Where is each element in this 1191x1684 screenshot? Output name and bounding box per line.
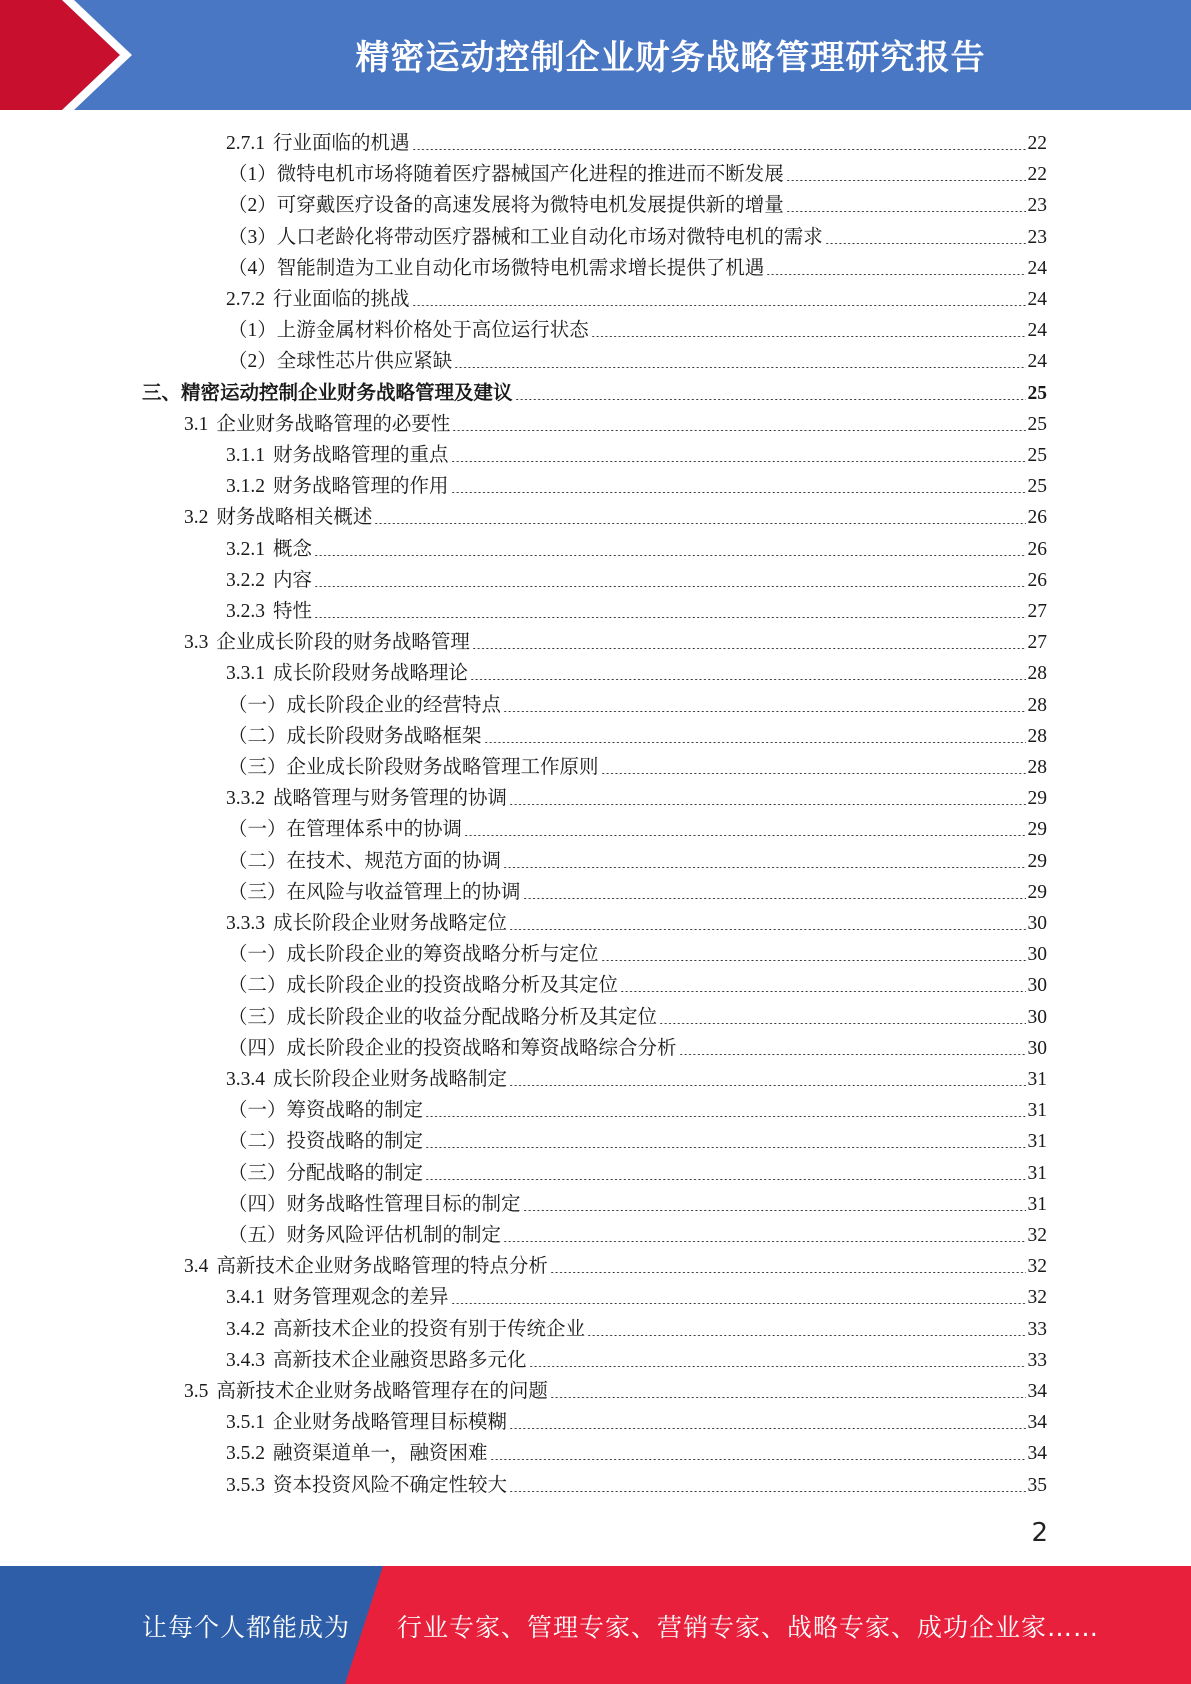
toc-entry-page: 28 [1027,725,1047,747]
toc-dot-leader [509,804,1025,805]
toc-entry-number: 3.3.2 [226,788,265,810]
toc-entry-title: （2）可穿戴医疗设备的高速发展将为微特电机发展提供新的增量 [228,195,784,217]
toc-entry-title: 资本投资风险不确定性较大 [273,1474,508,1496]
toc-dot-leader [591,336,1026,337]
toc-entry[interactable] [184,627,1047,658]
toc-entry-title: （1）上游金属材料价格处于高位运行状态 [228,320,589,342]
toc-dot-leader [484,742,1026,743]
toc-entry-page: 28 [1027,757,1047,778]
toc-entry-title: （三）企业成长阶段财务战略管理工作原则 [228,757,599,778]
toc-entry-title: 企业财务战略管理目标模糊 [273,1412,508,1434]
toc-entry-title: （四）成长阶段企业的投资战略和筹资战略综合分析 [228,1037,677,1059]
toc-entry-title: （3）人口老龄化将带动医疗器械和工业自动化市场对微特电机的需求 [228,226,823,248]
toc-entry-page: 28 [1027,663,1047,685]
toc-dot-leader [523,898,1026,899]
toc-entry-title: 高新技术企业融资思路多元化 [273,1349,527,1371]
toc-entry[interactable] [228,222,1047,253]
toc-entry-page: 30 [1027,913,1047,934]
toc-entry[interactable] [226,908,1047,939]
toc-entry-number: 3.4.3 [226,1349,265,1371]
toc-entry-number: 3.2 [184,507,209,529]
toc-entry-title: 高新技术企业财务战略管理存在的问题 [216,1381,548,1402]
toc-entry-title: （1）微特电机市场将随着医疗器械国产化进程的推进而不断发展 [228,164,784,186]
toc-entry[interactable] [226,596,1047,627]
toc-entry[interactable] [226,565,1047,596]
report-title: 精密运动控制企业财务战略管理研究报告 [355,38,986,78]
toc-entry[interactable] [226,1345,1047,1376]
toc-entry[interactable] [228,346,1047,377]
toc-entry[interactable] [228,1158,1047,1189]
toc-entry-page: 29 [1027,881,1047,903]
toc-entry[interactable] [226,1438,1047,1469]
toc-dot-leader [786,211,1026,212]
toc-entry-title: （三）成长阶段企业的收益分配战略分析及其定位 [228,1006,658,1028]
toc-entry[interactable] [228,159,1047,190]
toc-dot-leader [503,867,1025,868]
toc-entry-page: 33 [1027,1349,1047,1371]
toc-entry-page: 24 [1027,257,1047,279]
toc-entry[interactable] [228,190,1047,221]
toc-entry-page: 31 [1027,1162,1047,1184]
toc-entry-title: （一）成长阶段企业的经营特点 [228,694,502,716]
toc-dot-leader [425,1147,1025,1148]
toc-entry-title: 行业面临的挑战 [273,289,410,310]
toc-entry-page: 24 [1027,289,1047,310]
toc-dot-leader [314,617,1025,618]
toc-dot-leader [766,274,1025,275]
chevron-arrow-icon [0,0,160,110]
header-bar [0,0,1191,110]
toc-entry-title: 内容 [273,569,313,591]
toc-dot-leader [412,305,1026,306]
toc-dot-leader [503,1241,1025,1242]
toc-entry-number: 3.5.3 [226,1474,265,1496]
toc-dot-leader [659,1023,1025,1024]
toc-entry-page: 31 [1027,1131,1047,1153]
toc-entry-page: 34 [1027,1381,1047,1402]
toc-entry-page: 25 [1027,476,1047,498]
footer-bar [0,1566,1191,1684]
toc-entry-title: （三）分配战略的制定 [228,1162,424,1184]
toc-dot-leader [679,1054,1026,1055]
toc-entry-title: （一）在管理体系中的协调 [228,819,463,841]
toc-entry-page: 30 [1027,1037,1047,1059]
toc-entry-page: 30 [1027,944,1047,966]
toc-dot-leader [454,367,1025,368]
toc-entry[interactable] [228,1126,1047,1157]
toc-entry-title: 高新技术企业的投资有别于传统企业 [273,1318,586,1340]
toc-entry-title: 三、精密运动控制企业财务战略管理及建议 [142,382,513,404]
toc-entry[interactable] [228,253,1047,284]
toc-dot-leader [550,1272,1026,1273]
toc-dot-leader [523,1210,1026,1211]
toc-entry-page: 23 [1027,226,1047,248]
toc-dot-leader [425,1116,1025,1117]
footer-slogan-right: 行业专家、管理专家、营销专家、战略专家、成功企业家…… [397,1613,1100,1642]
footer-slogan-left: 让每个人都能成为 [142,1613,351,1642]
toc-entry[interactable] [228,1189,1047,1220]
toc-entry-title: （2）全球性芯片供应紧缺 [228,351,453,373]
toc-entry[interactable] [226,658,1047,689]
toc-entry-number: 3.3.1 [226,663,265,685]
toc-entry-title: 概念 [273,538,313,560]
toc-entry[interactable] [184,502,1047,533]
toc-entry-page: 29 [1027,788,1047,810]
toc-entry-title: 企业财务战略管理的必要性 [216,413,451,435]
toc-entry[interactable] [228,690,1047,721]
toc-entry[interactable] [228,814,1047,845]
toc-entry[interactable] [228,721,1047,752]
toc-entry-number: 3.4.2 [226,1318,265,1340]
toc-entry-title: （一）成长阶段企业的筹资战略分析与定位 [228,944,599,966]
toc-dot-leader [509,1428,1025,1429]
toc-entry-page: 29 [1027,850,1047,872]
toc-dot-leader [620,991,1025,992]
toc-entry-title: 企业成长阶段的财务战略管理 [216,632,470,654]
toc-dot-leader [550,1397,1026,1398]
toc-entry-number: 3.3 [184,632,209,654]
toc-entry-title: 财务战略相关概述 [216,507,373,529]
toc-entry[interactable] [226,1064,1047,1095]
toc-entry-title: 高新技术企业财务战略管理的特点分析 [216,1256,548,1278]
toc-entry-title: 财务管理观念的差异 [273,1287,449,1309]
toc-entry-title: （二）在技术、规范方面的协调 [228,850,502,872]
toc-entry-title: 财务战略管理的重点 [273,445,449,466]
toc-dot-leader [509,1491,1025,1492]
toc-dot-leader [601,773,1026,774]
toc-entry-number: 3.1.2 [226,476,265,498]
toc-entry-title: （二）成长阶段财务战略框架 [228,725,482,747]
toc-entry[interactable] [226,284,1047,315]
toc-entry-page: 31 [1027,1100,1047,1122]
toc-entry-page: 22 [1027,133,1047,154]
toc-entry[interactable] [226,534,1047,565]
toc-entry-number: 3.2.2 [226,569,265,591]
toc-entry[interactable] [226,440,1047,471]
toc-entry-number: 3.5.2 [226,1443,265,1465]
toc-dot-leader [587,1335,1025,1336]
toc-dot-leader [314,586,1025,587]
toc-entry[interactable] [184,409,1047,440]
toc-dot-leader [470,679,1025,680]
toc-entry[interactable] [226,783,1047,814]
toc-entry-number: 3.3.4 [226,1069,265,1090]
toc-entry-title: （三）在风险与收益管理上的协调 [228,881,521,903]
toc-entry-page: 27 [1027,601,1047,622]
toc-dot-leader [529,1366,1026,1367]
toc-entry-page: 22 [1027,164,1047,186]
toc-entry[interactable] [226,471,1047,502]
toc-entry-page: 26 [1027,507,1047,529]
toc-entry-number: 3.1 [184,413,209,435]
toc-dot-leader [452,430,1025,431]
toc-entry-page: 32 [1027,1256,1047,1278]
toc-entry[interactable] [228,315,1047,346]
toc-entry-title: 成长阶段企业财务战略定位 [273,913,508,934]
toc-entry[interactable] [226,128,1047,159]
toc-dot-leader [786,180,1026,181]
toc-entry-number: 3.3.3 [226,913,265,934]
toc-entry-title: 融资渠道单一，融资困难 [273,1443,488,1465]
toc-dot-leader [472,648,1026,649]
toc-entry-title: （二）成长阶段企业的投资战略分析及其定位 [228,975,619,997]
toc-entry-number: 3.1.1 [226,445,265,466]
toc-entry-page: 26 [1027,538,1047,560]
toc-dot-leader [425,1179,1025,1180]
toc-entry-title: （四）财务战略性管理目标的制定 [228,1193,521,1215]
toc-dot-leader [825,243,1026,244]
toc-dot-leader [412,149,1026,150]
toc-entry-number: 3.2.3 [226,601,265,622]
toc-entry[interactable] [226,1314,1047,1345]
toc-entry-number: 3.5.1 [226,1412,265,1434]
toc-entry-title: （一）筹资战略的制定 [228,1100,424,1122]
page-number: 2 [1031,1518,1048,1548]
toc-entry-title: 成长阶段财务战略理论 [273,663,469,685]
toc-entry-page: 30 [1027,975,1047,997]
toc-entry[interactable] [184,1376,1047,1407]
toc-entry-page: 24 [1027,351,1047,373]
toc-entry-page: 31 [1027,1193,1047,1215]
toc-entry-page: 30 [1027,1006,1047,1028]
toc-entry-title: 战略管理与财务管理的协调 [273,788,508,810]
toc-entry-number: 3.4 [184,1256,209,1278]
toc-entry-page: 26 [1027,569,1047,591]
toc-entry-number: 3.4.1 [226,1287,265,1309]
toc-entry-page: 25 [1027,382,1047,404]
toc-entry-page: 28 [1027,694,1047,716]
toc-dot-leader [451,1303,1026,1304]
toc-entry[interactable] [228,846,1047,877]
toc-entry-number: 3.2.1 [226,538,265,560]
toc-entry-page: 35 [1027,1474,1047,1496]
toc-entry[interactable] [228,1095,1047,1126]
toc-dot-leader [509,929,1025,930]
toc-entry-page: 29 [1027,819,1047,841]
toc-dot-leader [374,523,1025,524]
toc-entry-number: 2.7.2 [226,289,265,310]
toc-entry[interactable] [228,1033,1047,1064]
toc-dot-leader [451,461,1026,462]
toc-dot-leader [314,555,1025,556]
toc-entry[interactable] [226,1407,1047,1438]
toc-entry[interactable] [228,939,1047,970]
toc-dot-leader [601,960,1026,961]
toc-entry-page: 34 [1027,1443,1047,1465]
toc-entry-title: 特性 [273,601,313,622]
toc-entry[interactable] [228,1002,1047,1033]
toc-entry[interactable] [228,1220,1047,1251]
toc-entry[interactable] [228,877,1047,908]
toc-dot-leader [509,1085,1025,1086]
toc-entry-page: 25 [1027,413,1047,435]
toc-entry-page: 32 [1027,1225,1047,1246]
toc-entry[interactable] [142,378,1047,409]
toc-entry-page: 32 [1027,1287,1047,1309]
toc-entry-page: 31 [1027,1069,1047,1090]
toc-entry-title: 成长阶段企业财务战略制定 [273,1069,508,1090]
toc-entry-page: 24 [1027,320,1047,342]
toc-entry[interactable] [226,1470,1047,1501]
toc-entry-page: 23 [1027,195,1047,217]
toc-entry-title: （二）投资战略的制定 [228,1131,424,1153]
toc-entry-title: （4）智能制造为工业自动化市场微特电机需求增长提供了机遇 [228,257,765,279]
toc-dot-leader [503,711,1025,712]
toc-dot-leader [515,399,1026,400]
toc-entry-title: 财务战略管理的作用 [273,476,449,498]
toc-dot-leader [451,492,1026,493]
toc-entry-page: 34 [1027,1412,1047,1434]
toc-entry-title: 行业面临的机遇 [273,133,410,154]
toc-entry-page: 27 [1027,632,1047,654]
toc-entry-title: （五）财务风险评估机制的制定 [228,1225,502,1246]
toc-entry-page: 33 [1027,1318,1047,1340]
toc-entry-number: 2.7.1 [226,133,265,154]
toc-entry-page: 25 [1027,445,1047,466]
toc-dot-leader [490,1459,1026,1460]
toc-entry[interactable] [228,970,1047,1001]
toc-entry[interactable] [226,1282,1047,1313]
toc-entry-number: 3.5 [184,1381,209,1402]
toc-entry[interactable] [228,752,1047,783]
toc-entry[interactable] [184,1251,1047,1282]
toc-dot-leader [464,835,1025,836]
